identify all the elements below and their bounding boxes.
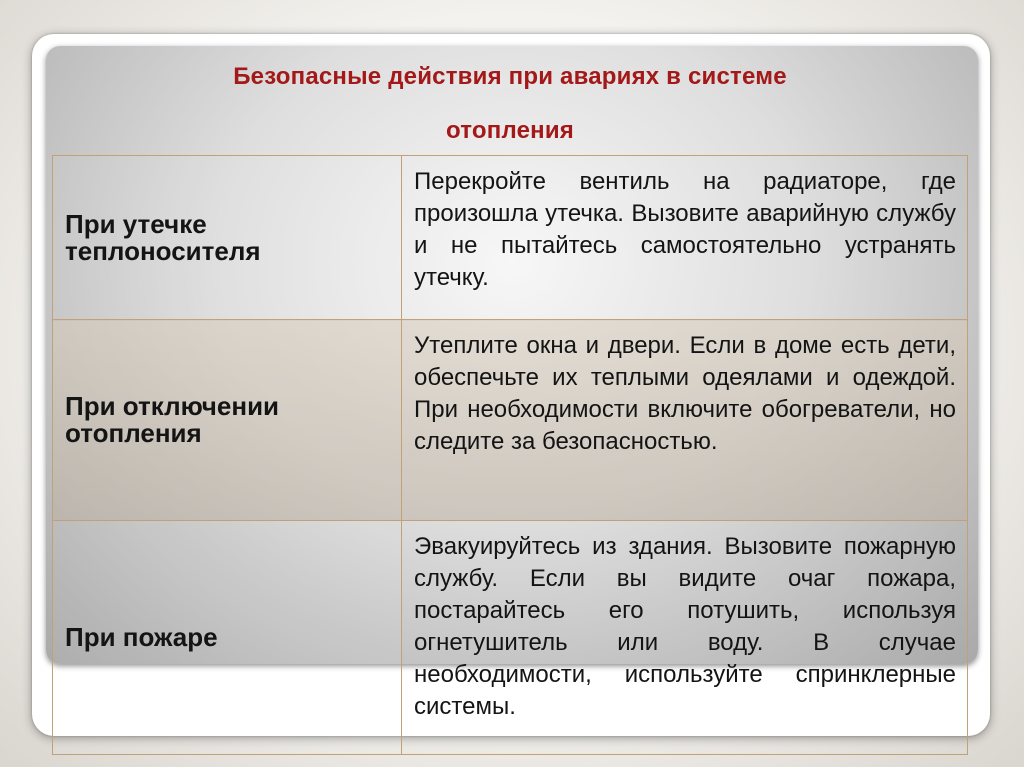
table-row bbox=[53, 320, 968, 521]
slide-title-line-1: Безопасные действия при авариях в системе bbox=[233, 63, 787, 90]
table-row bbox=[53, 156, 968, 320]
slide-title bbox=[60, 50, 960, 158]
table-row bbox=[53, 521, 968, 755]
row-description: Эвакуируйтесь из здания. Вызовите пожарную службу. Если вы видите очаг пожара, постарайтесь его потушить, используя огнетушитель или воду. В случае необходимости, используйте спринклерные системы. bbox=[402, 521, 968, 755]
row-label: При утечке теплоносителя bbox=[53, 156, 402, 320]
row-description: Перекройте вентиль на радиаторе, где произошла утечка. Вызовите аварийную службу и не пытайтесь самостоятельно устранять утечку. bbox=[402, 156, 968, 320]
row-description: Утеплите окна и двери. Если в доме есть дети, обеспечьте их теплыми одеялами и одеждой. При необходимости включите обогреватели, но следите за безопасностью. bbox=[402, 320, 968, 521]
row-label: При отключении отопления bbox=[53, 320, 402, 521]
safety-actions-table bbox=[52, 155, 968, 755]
row-label: При пожаре bbox=[53, 521, 402, 755]
slide-title-line-2: отопления bbox=[446, 117, 574, 144]
